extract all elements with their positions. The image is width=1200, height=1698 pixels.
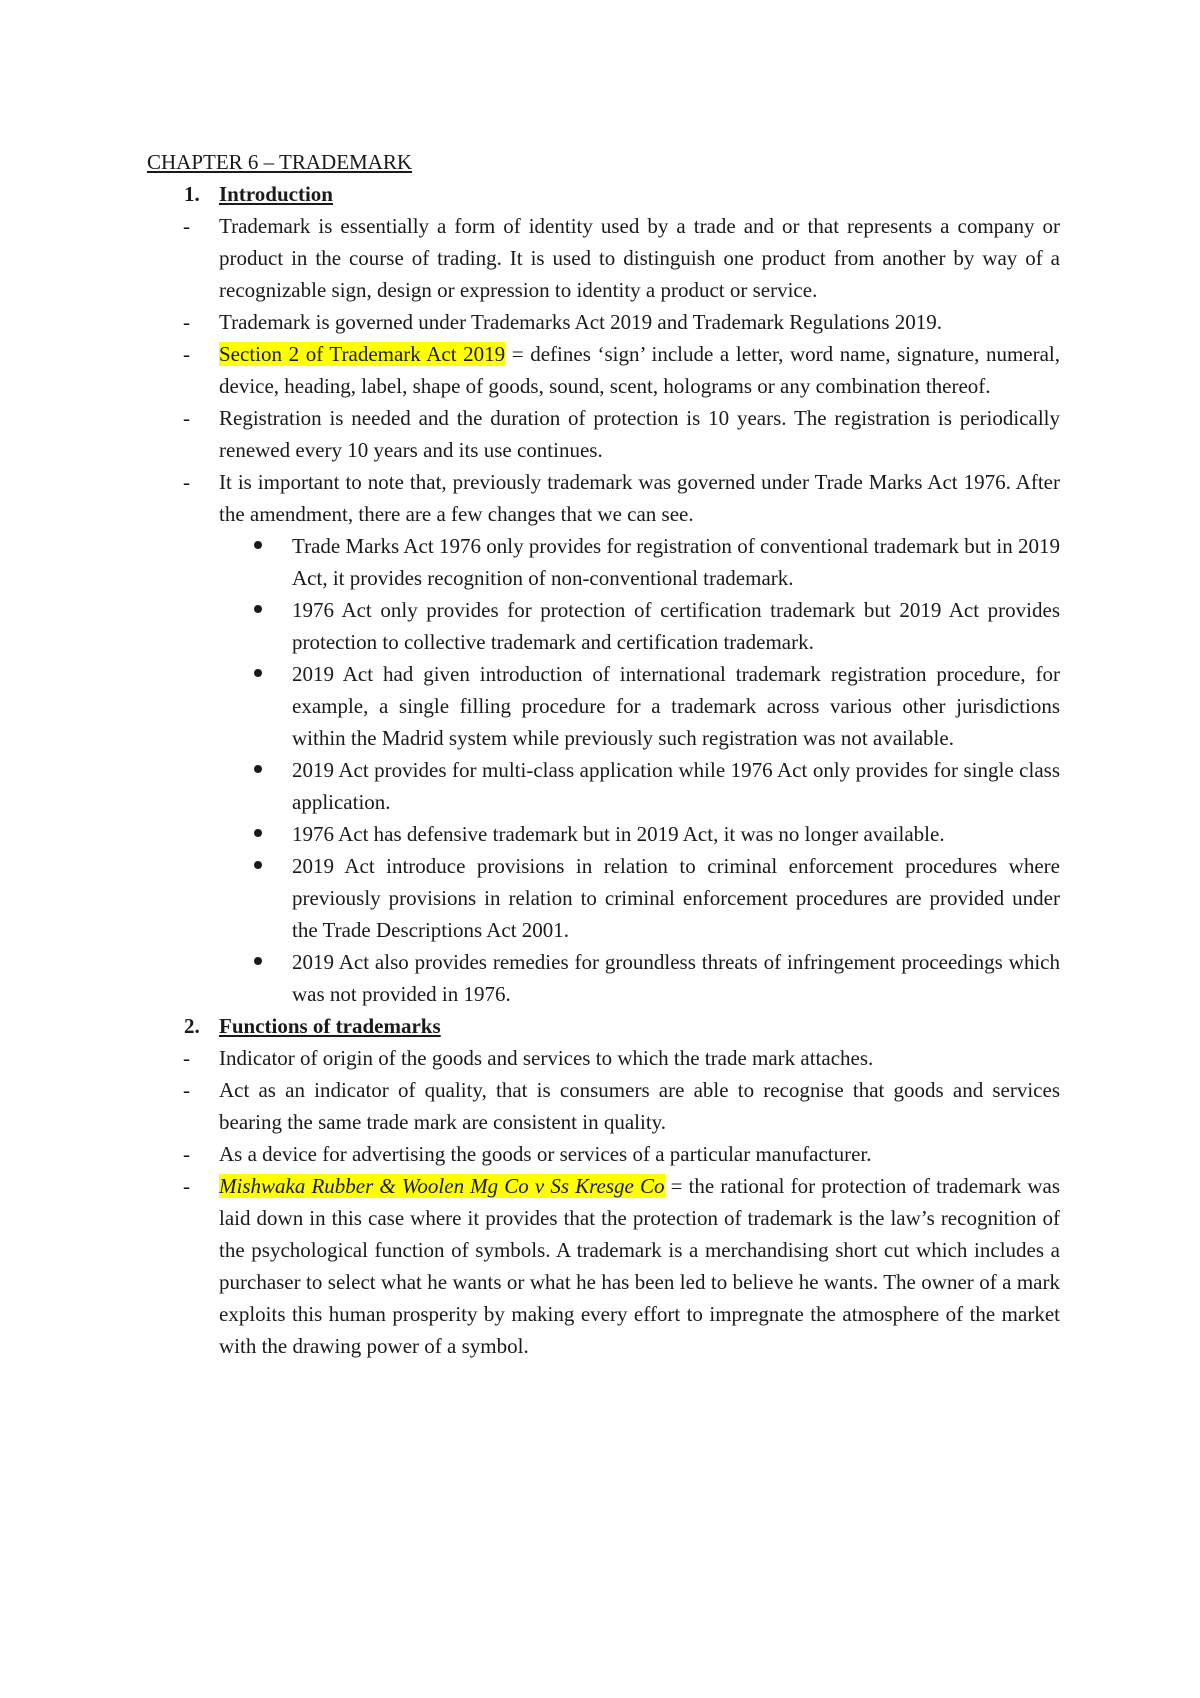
list-item — [147, 594, 1060, 658]
list-item — [147, 658, 1060, 754]
section-number: 2. — [184, 1014, 200, 1038]
dash-marker: - — [183, 1142, 190, 1166]
bullet-dot-icon — [254, 669, 262, 677]
functions-point-quality — [147, 1074, 1060, 1138]
point-text: = the rational for protection of trademark was laid down in this case where it provides that the protection of trademark is the law’s recognition of the psychological function of symbols. A trademark is a merchandising short cut which includes a purchaser to select what he wants or what he has been led to believe he wants. The owner of a mark exploits this human prosperity by making every effort to impregnate the atmosphere of the market with the drawing power of a symbol. — [219, 1174, 1061, 1358]
list-item-text: 2019 Act provides for multi-class application while 1976 Act only provides for single class application. — [292, 758, 1060, 814]
highlighted-case-name: Mishwaka Rubber & Woolen Mg Co v Ss Kresge Co — [219, 1174, 665, 1198]
bullet-dot-icon — [254, 765, 262, 773]
intro-point-governing-law — [147, 306, 1060, 338]
dash-marker: - — [183, 1174, 190, 1198]
point-text: It is important to note that, previously trademark was governed under Trade Marks Act 1976. After the amendment, there are a few changes that we can see. — [219, 470, 1060, 526]
list-item — [147, 818, 1060, 850]
list-item — [147, 850, 1060, 946]
point-text: Trademark is governed under Trademarks Act 2019 and Trademark Regulations 2019. — [219, 310, 943, 334]
section-title: Functions of trademarks — [219, 1014, 441, 1038]
list-item-text: 2019 Act introduce provisions in relation to criminal enforcement procedures where previously provisions in relation to criminal enforcement procedures are provided under the Trade Descriptions Act 2001. — [292, 854, 1060, 942]
point-text: As a device for advertising the goods or services of a particular manufacturer. — [219, 1142, 872, 1166]
functions-point-advertising — [147, 1138, 1060, 1170]
dash-marker: - — [183, 310, 190, 334]
bullet-dot-icon — [254, 541, 262, 549]
point-text: Indicator of origin of the goods and services to which the trade mark attaches. — [219, 1046, 874, 1070]
changes-list — [147, 530, 1060, 1010]
intro-point-section-2 — [147, 338, 1060, 402]
section-title: Introduction — [219, 182, 333, 206]
bullet-dot-icon — [254, 605, 262, 613]
list-item — [147, 754, 1060, 818]
highlighted-statute: Section 2 of Trademark Act 2019 — [219, 342, 506, 366]
dash-marker: - — [183, 1046, 190, 1070]
bullet-dot-icon — [254, 957, 262, 965]
dash-marker: - — [183, 342, 190, 366]
list-item — [147, 946, 1060, 1010]
chapter-title: CHAPTER 6 – TRADEMARK — [147, 150, 413, 174]
section-heading-functions — [147, 1010, 1060, 1042]
dash-marker: - — [183, 406, 190, 430]
list-item — [147, 530, 1060, 594]
bullet-dot-icon — [254, 829, 262, 837]
point-text: Act as an indicator of quality, that is consumers are able to recognise that goods and services bearing the same trade mark are consistent in quality. — [219, 1078, 1060, 1134]
functions-point-origin — [147, 1042, 1060, 1074]
list-item-text: 1976 Act only provides for protection of certification trademark but 2019 Act provides protection to collective trademark and certification trademark. — [292, 598, 1060, 654]
list-item-text: 2019 Act had given introduction of international trademark registration procedure, for example, a single filling procedure for a trademark across various other jurisdictions within the Madrid system while previously such registration was not available. — [292, 662, 1060, 750]
dash-marker: - — [183, 1078, 190, 1102]
point-text: Trademark is essentially a form of identity used by a trade and or that represents a company or product in the course of trading. It is used to distinguish one product from another by way of a recognizable sign, design or expression to identity a product or service. — [219, 214, 1060, 302]
point-text: = defines ‘sign’ include a letter, word name, signature, numeral, device, heading, label, shape of goods, sound, scent, holograms or any combination thereof. — [219, 342, 1060, 398]
intro-point-amendment — [147, 466, 1060, 530]
point-text: Registration is needed and the duration of protection is 10 years. The registration is periodically renewed every 10 years and its use continues. — [219, 406, 1060, 462]
intro-point-registration — [147, 402, 1060, 466]
document-body — [147, 146, 1060, 1362]
intro-point-definition — [147, 210, 1060, 306]
dash-marker: - — [183, 470, 190, 494]
dash-marker: - — [183, 214, 190, 238]
section-heading-introduction — [147, 178, 1060, 210]
list-item-text: 2019 Act also provides remedies for groundless threats of infringement proceedings which was not provided in 1976. — [292, 950, 1060, 1006]
functions-point-case — [147, 1170, 1060, 1362]
bullet-dot-icon — [254, 861, 262, 869]
list-item-text: 1976 Act has defensive trademark but in 2019 Act, it was no longer available. — [292, 822, 945, 846]
section-number: 1. — [184, 182, 200, 206]
list-item-text: Trade Marks Act 1976 only provides for registration of conventional trademark but in 2019 Act, it provides recognition of non-conventional trademark. — [292, 534, 1060, 590]
